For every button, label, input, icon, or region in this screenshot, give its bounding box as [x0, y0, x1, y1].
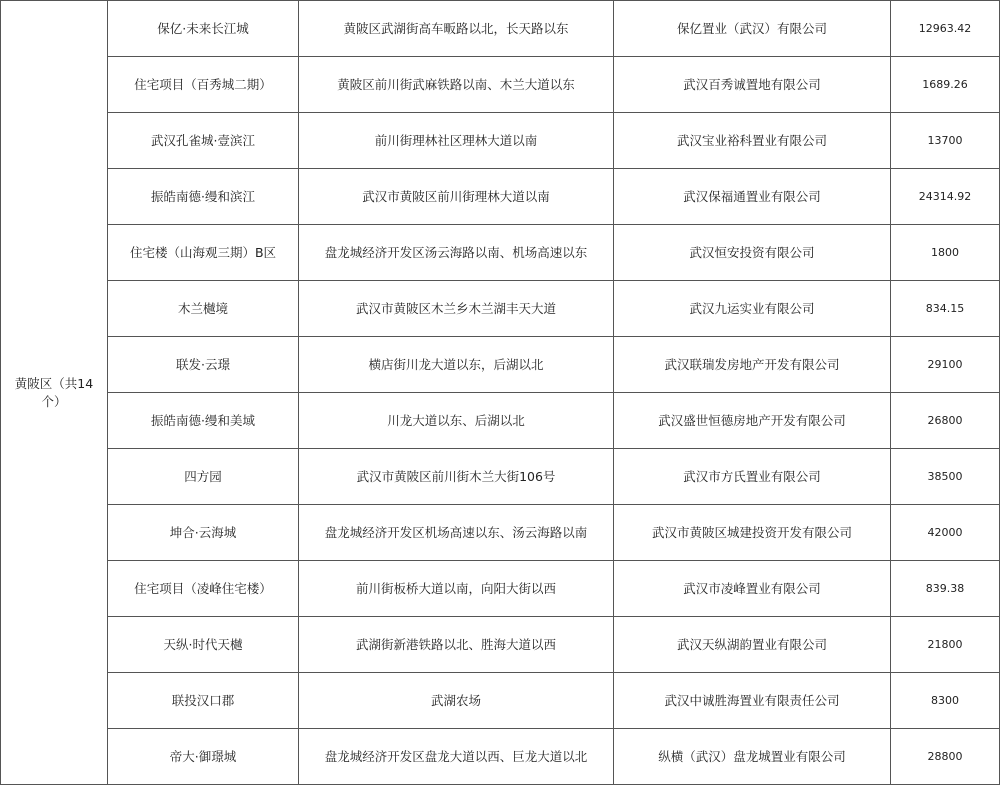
- area-cell: 24314.92: [891, 169, 1000, 225]
- location-cell: 前川街理林社区理林大道以南: [299, 113, 614, 169]
- location-cell: 武湖农场: [299, 673, 614, 729]
- area-cell: 839.38: [891, 561, 1000, 617]
- table-row: [1, 729, 1000, 785]
- area-cell: 12963.42: [891, 1, 1000, 57]
- area-cell: 42000: [891, 505, 1000, 561]
- company-cell: 武汉宝业裕科置业有限公司: [614, 113, 891, 169]
- location-cell: 武汉市黄陂区前川街木兰大街106号: [299, 449, 614, 505]
- company-cell: 武汉天纵湖韵置业有限公司: [614, 617, 891, 673]
- area-cell: 1800: [891, 225, 1000, 281]
- table-row: [1, 673, 1000, 729]
- project-name-cell: 武汉孔雀城·壹滨江: [108, 113, 299, 169]
- project-name-cell: 振皓南德·缦和滨江: [108, 169, 299, 225]
- project-name-cell: 帝大·御璟城: [108, 729, 299, 785]
- company-cell: 武汉联瑞发房地产开发有限公司: [614, 337, 891, 393]
- project-name-cell: 四方园: [108, 449, 299, 505]
- table-row: [1, 169, 1000, 225]
- project-name-cell: 木兰樾境: [108, 281, 299, 337]
- company-cell: 保亿置业（武汉）有限公司: [614, 1, 891, 57]
- table-row: [1, 1, 1000, 57]
- table-row: [1, 505, 1000, 561]
- area-cell: 834.15: [891, 281, 1000, 337]
- location-cell: 盘龙城经济开发区盘龙大道以西、巨龙大道以北: [299, 729, 614, 785]
- area-cell: 13700: [891, 113, 1000, 169]
- project-name-cell: 坤合·云海城: [108, 505, 299, 561]
- area-cell: 26800: [891, 393, 1000, 449]
- location-cell: 武汉市黄陂区木兰乡木兰湖丰天大道: [299, 281, 614, 337]
- table-row: [1, 617, 1000, 673]
- location-cell: 川龙大道以东、后湖以北: [299, 393, 614, 449]
- project-name-cell: 保亿·未来长江城: [108, 1, 299, 57]
- project-name-cell: 住宅项目（百秀城二期）: [108, 57, 299, 113]
- table-row: [1, 561, 1000, 617]
- location-cell: 黄陂区武湖街高车畈路以北，长天路以东: [299, 1, 614, 57]
- table-body: [1, 1, 1000, 785]
- project-name-cell: 住宅楼（山海观三期）B区: [108, 225, 299, 281]
- project-name-cell: 联投汉口郡: [108, 673, 299, 729]
- company-cell: 武汉盛世恒德房地产开发有限公司: [614, 393, 891, 449]
- table-row: [1, 57, 1000, 113]
- location-cell: 盘龙城经济开发区机场高速以东、汤云海路以南: [299, 505, 614, 561]
- table-row: [1, 337, 1000, 393]
- location-cell: 黄陂区前川街武麻铁路以南、木兰大道以东: [299, 57, 614, 113]
- area-cell: 21800: [891, 617, 1000, 673]
- company-cell: 纵横（武汉）盘龙城置业有限公司: [614, 729, 891, 785]
- company-cell: 武汉保福通置业有限公司: [614, 169, 891, 225]
- company-cell: 武汉中诚胜海置业有限责任公司: [614, 673, 891, 729]
- district-cell: 黄陂区（共14个）: [1, 1, 108, 785]
- table-row: [1, 113, 1000, 169]
- area-cell: 8300: [891, 673, 1000, 729]
- area-cell: 38500: [891, 449, 1000, 505]
- company-cell: 武汉九运实业有限公司: [614, 281, 891, 337]
- company-cell: 武汉市方氏置业有限公司: [614, 449, 891, 505]
- location-cell: 盘龙城经济开发区汤云海路以南、机场高速以东: [299, 225, 614, 281]
- location-cell: 前川街板桥大道以南，向阳大街以西: [299, 561, 614, 617]
- company-cell: 武汉市凌峰置业有限公司: [614, 561, 891, 617]
- project-name-cell: 住宅项目（凌峰住宅楼）: [108, 561, 299, 617]
- project-name-cell: 天纵·时代天樾: [108, 617, 299, 673]
- area-cell: 28800: [891, 729, 1000, 785]
- company-cell: 武汉百秀诚置地有限公司: [614, 57, 891, 113]
- project-name-cell: 联发·云璟: [108, 337, 299, 393]
- location-cell: 横店街川龙大道以东，后湖以北: [299, 337, 614, 393]
- table-row: [1, 449, 1000, 505]
- table-row: [1, 281, 1000, 337]
- project-name-cell: 振皓南德·缦和美域: [108, 393, 299, 449]
- company-cell: 武汉市黄陂区城建投资开发有限公司: [614, 505, 891, 561]
- location-cell: 武汉市黄陂区前川街理林大道以南: [299, 169, 614, 225]
- table-row: [1, 225, 1000, 281]
- location-cell: 武湖街新港铁路以北、胜海大道以西: [299, 617, 614, 673]
- table-row: [1, 393, 1000, 449]
- area-cell: 1689.26: [891, 57, 1000, 113]
- area-cell: 29100: [891, 337, 1000, 393]
- company-cell: 武汉恒安投资有限公司: [614, 225, 891, 281]
